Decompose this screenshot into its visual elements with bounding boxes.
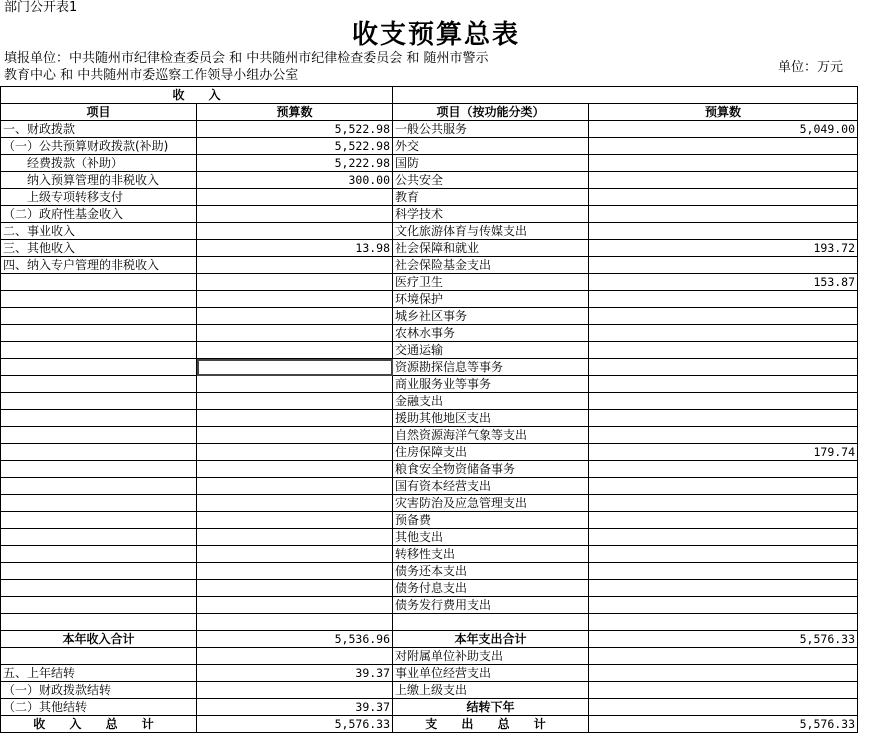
expense-amount-cell[interactable]: 153.87 [589,274,858,291]
expense-amount-cell[interactable] [589,665,858,682]
expense-item-cell[interactable]: 预备费 [393,512,589,529]
expense-amount-cell[interactable] [589,393,858,410]
expense-item-cell[interactable]: 对附属单位补助支出 [393,648,589,665]
expense-amount-cell[interactable] [589,155,858,172]
expense-item-cell[interactable]: 事业单位经营支出 [393,665,589,682]
income-item-cell[interactable]: 上级专项转移支付 [1,189,197,206]
table-row [1,206,858,223]
expense-amount-cell[interactable] [589,206,858,223]
income-amount-cell[interactable] [197,580,393,597]
expense-amount-cell[interactable] [589,172,858,189]
expense-amount-cell[interactable] [589,461,858,478]
expense-item-cell[interactable] [393,614,589,631]
expense-item-cell[interactable]: 债务付息支出 [393,580,589,597]
expense-amount-cell[interactable] [589,257,858,274]
income-amount-cell[interactable] [197,546,393,563]
income-amount-cell[interactable]: 13.98 [197,240,393,257]
expense-amount-cell[interactable] [589,682,858,699]
expense-item-cell[interactable]: 资源勘探信息等事务 [393,359,589,376]
table-row [1,342,858,359]
table-row [1,563,858,580]
report-title: 收支预算总表 [351,20,520,50]
income-item-cell[interactable]: 四、纳入专户管理的非税收入 [1,257,197,274]
expense-amount-cell[interactable] [589,529,858,546]
expense-item-cell[interactable]: 粮食安全物资储备事务 [393,461,589,478]
expense-item-cell[interactable]: 一般公共服务 [393,121,589,138]
expense-item-cell[interactable]: 医疗卫生 [393,274,589,291]
expense-item-cell[interactable]: 科学技术 [393,206,589,223]
filler-line-1: 填报单位：中共随州市纪律检查委员会 和 中共随州市纪律检查委员会 和 随州市警示 [4,51,489,66]
income-amount-cell[interactable] [197,206,393,223]
expense-item-cell[interactable]: 债务还本支出 [393,563,589,580]
income-item-cell[interactable] [1,274,197,291]
year-expense-label[interactable]: 本年支出合计 [393,631,589,648]
expense-item-header[interactable]: 项目（按功能分类） [393,104,589,121]
income-item-cell[interactable] [1,580,197,597]
table-row [1,257,858,274]
year-expense-value[interactable]: 5,576.33 [589,631,858,648]
grand-income-value[interactable]: 5,576.33 [197,716,393,733]
expense-amount-cell[interactable] [589,597,858,614]
expense-amount-cell[interactable] [589,410,858,427]
income-item-cell[interactable] [1,342,197,359]
income-item-cell[interactable]: 一、财政拨款 [1,121,197,138]
expense-item-cell[interactable]: 社会保险基金支出 [393,257,589,274]
income-item-cell[interactable]: （二）政府性基金收入 [1,206,197,223]
income-item-cell[interactable] [1,393,197,410]
expense-amount-cell[interactable] [589,478,858,495]
income-item-cell[interactable]: 经费拨款（补助） [1,155,197,172]
expense-item-cell[interactable]: 教育 [393,189,589,206]
income-item-cell[interactable]: 二、事业收入 [1,223,197,240]
expense-item-cell[interactable]: 公共安全 [393,172,589,189]
filler-line-2: 教育中心 和 中共随州市委巡察工作领导小组办公室 [4,68,299,83]
expense-amount-cell[interactable] [589,546,858,563]
income-amount-cell[interactable] [197,223,393,240]
income-item-cell[interactable] [1,495,197,512]
table-row [1,223,858,240]
income-amount-cell[interactable] [197,461,393,478]
expense-amount-header[interactable]: 预算数 [589,104,858,121]
income-amount-cell[interactable] [197,308,393,325]
expense-item-cell[interactable]: 外交 [393,138,589,155]
year-total-row [1,631,858,648]
expense-item-cell[interactable]: 援助其他地区支出 [393,410,589,427]
income-amount-cell[interactable]: 5,522.98 [197,121,393,138]
group-header-row [1,87,858,104]
filler-unit [4,50,594,84]
income-item-cell[interactable] [1,614,197,631]
carryover-row [1,682,858,699]
expense-amount-cell[interactable] [589,376,858,393]
expense-item-cell[interactable]: 债务发行费用支出 [393,597,589,614]
expense-item-cell[interactable]: 住房保障支出 [393,444,589,461]
expense-amount-cell[interactable] [589,308,858,325]
expense-item-cell[interactable]: 其他支出 [393,529,589,546]
income-item-cell[interactable] [1,461,197,478]
expense-item-cell[interactable]: 金融支出 [393,393,589,410]
table-row [1,546,858,563]
expense-item-cell[interactable]: 环境保护 [393,291,589,308]
income-amount-cell[interactable]: 300.00 [197,172,393,189]
expense-item-cell[interactable]: 上缴上级支出 [393,682,589,699]
income-amount-cell[interactable]: 5,222.98 [197,155,393,172]
income-item-cell[interactable] [1,376,197,393]
table-number: 部门公开表1 [4,0,78,15]
expense-item-cell[interactable]: 文化旅游体育与传媒支出 [393,223,589,240]
expense-amount-cell[interactable]: 193.72 [589,240,858,257]
table-row [1,495,858,512]
income-amount-cell[interactable] [197,274,393,291]
income-amount-cell[interactable] [197,563,393,580]
expense-amount-cell[interactable] [589,189,858,206]
income-amount-cell[interactable] [197,427,393,444]
expense-amount-cell[interactable] [589,648,858,665]
income-item-cell[interactable] [1,648,197,665]
income-item-cell[interactable] [1,308,197,325]
income-item-cell[interactable] [1,546,197,563]
income-amount-cell[interactable] [197,257,393,274]
table-row [1,189,858,206]
expense-amount-cell[interactable] [589,325,858,342]
income-amount-cell[interactable]: 39.37 [197,699,393,716]
year-income-value[interactable]: 5,536.96 [197,631,393,648]
income-amount-cell[interactable] [197,342,393,359]
table-row [1,512,858,529]
expense-item-cell[interactable]: 交通运输 [393,342,589,359]
expense-amount-cell[interactable] [589,699,858,716]
table-row [1,155,858,172]
income-item-cell[interactable]: 三、其他收入 [1,240,197,257]
table-row [1,444,858,461]
income-item-cell[interactable] [1,359,197,376]
table-row [1,291,858,308]
expense-amount-cell[interactable] [589,138,858,155]
income-amount-cell[interactable] [197,512,393,529]
expense-item-cell[interactable]: 商业服务业等事务 [393,376,589,393]
expense-amount-cell[interactable] [589,614,858,631]
grand-expense-value[interactable]: 5,576.33 [589,716,858,733]
income-item-cell[interactable] [1,325,197,342]
income-amount-cell[interactable] [197,444,393,461]
table-row [1,427,858,444]
table-row [1,614,858,631]
income-item-cell[interactable] [1,563,197,580]
expense-group-header[interactable] [393,87,858,104]
income-item-cell[interactable] [1,444,197,461]
income-item-cell[interactable] [1,291,197,308]
expense-amount-cell[interactable]: 179.74 [589,444,858,461]
table-row [1,461,858,478]
income-item-cell[interactable] [1,512,197,529]
table-row [1,376,858,393]
grand-income-label[interactable]: 收 入 总 计 [1,716,197,733]
expense-item-cell[interactable]: 灾害防治及应急管理支出 [393,495,589,512]
income-item-cell[interactable] [1,410,197,427]
expense-amount-cell[interactable] [589,427,858,444]
grand-expense-label[interactable]: 支 出 总 计 [393,716,589,733]
income-amount-cell[interactable] [197,478,393,495]
income-item-cell[interactable]: 纳入预算管理的非税收入 [1,172,197,189]
carryover-row [1,665,858,682]
table-row [1,325,858,342]
income-amount-cell[interactable] [197,325,393,342]
expense-item-cell[interactable]: 国防 [393,155,589,172]
expense-amount-cell[interactable] [589,512,858,529]
income-amount-cell[interactable] [197,614,393,631]
expense-amount-cell[interactable] [589,291,858,308]
income-item-cell[interactable] [1,427,197,444]
income-amount-cell[interactable]: 39.37 [197,665,393,682]
table-row [1,172,858,189]
table-row [1,529,858,546]
table-row [1,138,858,155]
income-item-header[interactable]: 项目 [1,104,197,121]
expense-item-cell[interactable]: 社会保障和就业 [393,240,589,257]
income-amount-cell[interactable] [197,529,393,546]
table-row [1,580,858,597]
income-amount-cell[interactable] [197,376,393,393]
expense-item-cell[interactable]: 结转下年 [393,699,589,716]
table-row [1,410,858,427]
expense-item-cell[interactable]: 自然资源海洋气象等支出 [393,427,589,444]
income-item-cell[interactable]: （二）其他结转 [1,699,197,716]
expense-amount-cell[interactable] [589,563,858,580]
table-row [1,308,858,325]
expense-item-cell[interactable]: 转移性支出 [393,546,589,563]
expense-amount-cell[interactable] [589,342,858,359]
expense-amount-cell[interactable] [589,359,858,376]
income-group-header[interactable]: 收 入 [1,87,393,104]
grand-total-row [1,716,858,733]
income-item-cell[interactable]: 五、上年结转 [1,665,197,682]
income-amount-cell[interactable] [197,597,393,614]
selected-cell[interactable] [197,359,393,376]
income-item-cell[interactable]: （一）公共预算财政拨款(补助) [1,138,197,155]
income-item-cell[interactable]: （一）财政拨款结转 [1,682,197,699]
table-row [1,597,858,614]
table-row [1,393,858,410]
expense-item-cell[interactable]: 农林水事务 [393,325,589,342]
carryover-row [1,648,858,665]
income-amount-header[interactable]: 预算数 [197,104,393,121]
expense-amount-cell[interactable]: 5,049.00 [589,121,858,138]
income-item-cell[interactable] [1,597,197,614]
column-header-row [1,104,858,121]
income-amount-cell[interactable] [197,410,393,427]
expense-amount-cell[interactable] [589,495,858,512]
year-income-label[interactable]: 本年收入合计 [1,631,197,648]
income-amount-cell[interactable] [197,291,393,308]
income-amount-cell[interactable] [197,682,393,699]
income-amount-cell[interactable] [197,189,393,206]
income-amount-cell[interactable]: 5,522.98 [197,138,393,155]
table-row [1,121,858,138]
income-item-cell[interactable] [1,529,197,546]
expense-amount-cell[interactable] [589,580,858,597]
income-item-cell[interactable] [1,478,197,495]
income-amount-cell[interactable] [197,648,393,665]
currency-unit: 单位：万元 [778,60,844,75]
table-row [1,359,858,376]
table-row [1,240,858,257]
income-amount-cell[interactable] [197,393,393,410]
table-row [1,478,858,495]
expense-item-cell[interactable]: 国有资本经营支出 [393,478,589,495]
budget-table [0,86,858,733]
table-row [1,274,858,291]
carryover-row [1,699,858,716]
expense-item-cell[interactable]: 城乡社区事务 [393,308,589,325]
income-amount-cell[interactable] [197,495,393,512]
expense-amount-cell[interactable] [589,223,858,240]
